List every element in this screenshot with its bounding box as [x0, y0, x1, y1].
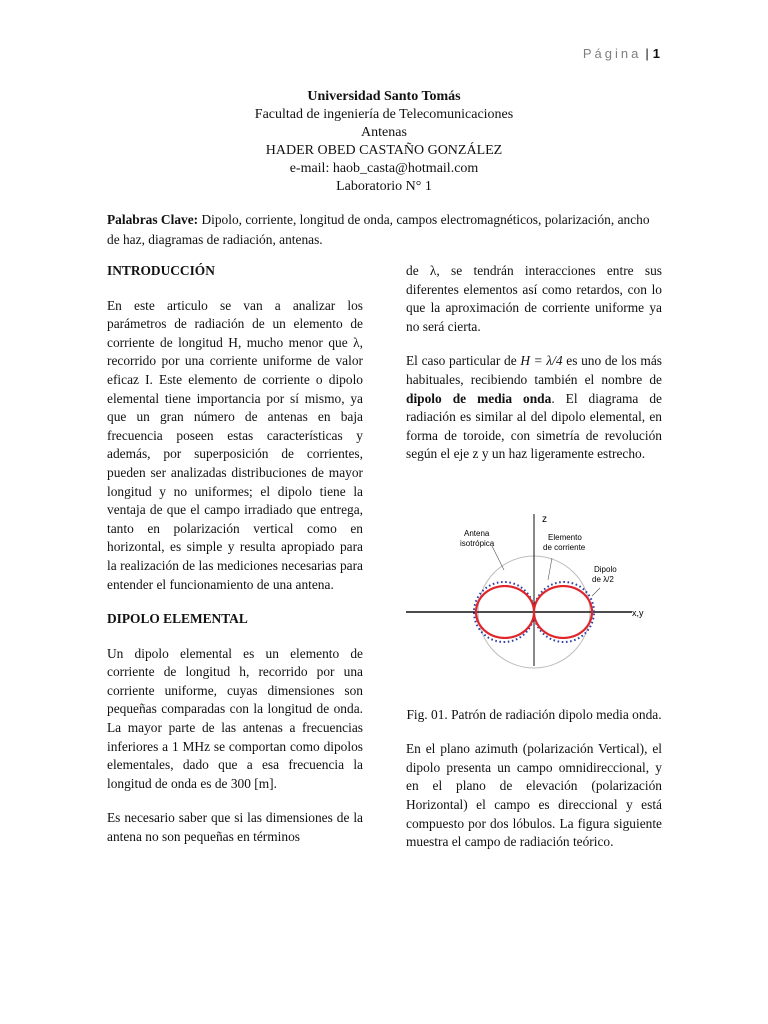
z-axis-label: z [542, 513, 547, 525]
keywords-text: Dipolo, corriente, longitud de onda, campos electromagnéticos, polarización, ancho de haz, diagramas de radiación, antenas. [107, 212, 650, 247]
intro-heading: INTRODUCCIÓN [107, 263, 215, 278]
figure-caption: Fig. 01. Patrón de radiación dipolo media onda. [406, 706, 662, 722]
xy-axis-label: x,y [632, 607, 644, 618]
case-pre: El caso particular de [406, 353, 521, 369]
radiation-pattern-figure [406, 510, 662, 670]
case-bold: dipolo de media onda [406, 390, 552, 406]
right-column [406, 262, 662, 868]
dimensions-paragraph: Es necesario saber que si las dimensiones de la antena no son pequeñas en términos [107, 810, 363, 845]
author-name: HADER OBED CASTAÑO GONZÁLEZ [265, 143, 503, 158]
isotropic-pointer [492, 546, 504, 570]
dipole-paragraph: Un dipolo elemental es un elemento de corriente de longitud h, recorrido por una corriente uniforme, cuyas dimensiones son pequeñas comparadas con la longitud de onda. La mayor parte de las antenas a frecuencias inferiores a 1 MHz se comportan como dipolos elementales, dado que a esa frecuencia la longitud de onda es de 300 [m]. [107, 645, 363, 791]
course-name: Antenas [361, 125, 407, 140]
dipole-label-line1: Dipolo [594, 564, 617, 574]
author-email: e-mail: haob_casta@hotmail.com [289, 161, 479, 176]
keywords-label: Palabras Clave: [107, 212, 199, 227]
dipole-label-line2: de λ/2 [592, 574, 614, 584]
page-label: Página [582, 46, 642, 61]
half-wave-paragraph [406, 352, 662, 464]
intro-paragraph: En este articulo se van a analizar los parámetros de radiación de un elemento de corriente de longitud H, mucho menor que λ, recorrido por una corriente uniforme de valor eficaz I. Este elemento de corriente o dipolo elemental tiene importancia por sí mismo, ya que un gran número de antenas en baja frecuencia poseen estas características y además, por superposición de corrientes, pueden ser analizadas distribuciones de mayor longitud y no uniformes; el dipolo tiene la ventaja de que el campo irradiado que entrega, tanto en polarización vertical como en horizontal, es simple y resulta apropiado para la realización de las mediciones necesarias para entender el funcionamiento de una antena. [107, 297, 363, 592]
case-post: es uno de los más habituales, recibiendo también el nombre de [406, 353, 662, 387]
isotropic-label-line1: Antena [464, 528, 490, 538]
case-formula: H = λ/4 [520, 353, 563, 369]
page-number-value: 1 [652, 46, 660, 61]
element-pointer [548, 558, 552, 580]
dipole-heading: DIPOLO ELEMENTAL [107, 611, 248, 627]
element-label-line2: de corriente [543, 542, 586, 552]
page-number: Página | 1 [582, 46, 660, 61]
isotropic-label-line2: isotrópica [460, 538, 495, 548]
azimuth-paragraph: En el plano azimuth (polarización Vertical), el dipolo presenta un campo omnidireccional, y en el plano de elevación (polarización Horizontal) el campo es direccional y está compuesto por dos lóbulos. La figura siguiente muestra el campo de radiación teórico. [406, 741, 662, 850]
keywords [107, 210, 662, 250]
university-name: Universidad Santo Tomás [307, 89, 461, 104]
continued-paragraph: de λ, se tendrán interacciones entre sus diferentes elementos así como retardos, con lo que la aproximación de corriente uniforme ya no será cierta. [406, 263, 662, 334]
paper-header [0, 88, 768, 196]
element-label-line1: Elemento [548, 532, 582, 542]
faculty-name: Facultad de ingeniería de Telecomunicaciones [254, 107, 514, 122]
left-column [107, 262, 363, 863]
lab-title: Laboratorio N° 1 [336, 179, 432, 194]
dipole-pointer [592, 588, 600, 596]
case-end: . El diagrama de radiación es similar al del dipolo elemental, en forma de toroide, con simetría de revolución según el eje z y un haz ligeramente estrecho. [406, 390, 662, 462]
